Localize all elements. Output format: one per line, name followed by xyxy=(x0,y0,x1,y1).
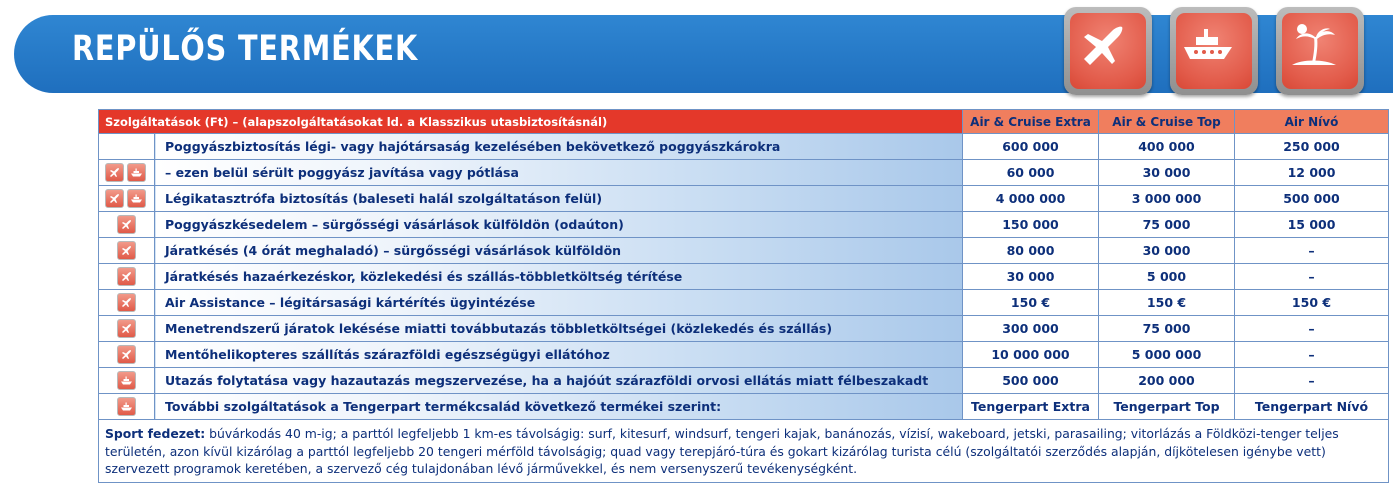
row-value: 200 000 xyxy=(1099,368,1235,394)
row-value: 150 € xyxy=(963,290,1099,316)
row-value: 300 000 xyxy=(963,316,1099,342)
plane-icon xyxy=(1064,7,1152,95)
plane-icon xyxy=(117,267,136,286)
row-value: 12 000 xyxy=(1235,160,1389,186)
row-icons xyxy=(99,290,155,316)
row-value: 15 000 xyxy=(1235,212,1389,238)
row-value: 60 000 xyxy=(963,160,1099,186)
note-row xyxy=(99,420,1389,483)
table-row xyxy=(99,394,1389,420)
row-value: 500 000 xyxy=(1235,186,1389,212)
table-row xyxy=(99,316,1389,342)
ship-icon xyxy=(127,189,146,208)
row-value: – xyxy=(1235,342,1389,368)
table-row xyxy=(99,342,1389,368)
plane-icon xyxy=(117,319,136,338)
air-cruise-top-column-header: Air & Cruise Top xyxy=(1099,110,1235,134)
plane-icon xyxy=(105,163,124,182)
plane-icon xyxy=(105,189,124,208)
row-value: 30 000 xyxy=(1099,160,1235,186)
row-value: Tengerpart Top xyxy=(1099,394,1235,420)
table-row xyxy=(99,290,1389,316)
page-title: REPÜLŐS TERMÉKEK xyxy=(72,29,419,69)
row-value: 30 000 xyxy=(1099,238,1235,264)
row-value: Tengerpart Nívó xyxy=(1235,394,1389,420)
table-row xyxy=(99,238,1389,264)
ship-icon xyxy=(117,371,136,390)
plane-icon xyxy=(117,293,136,312)
table-row xyxy=(99,186,1389,212)
row-label: Menetrendszerű járatok lekésése miatti továbbutazás többletköltségei (közlekedés és szállás) xyxy=(155,316,963,342)
table-row xyxy=(99,368,1389,394)
table-row xyxy=(99,264,1389,290)
air-cruise-extra-column-header: Air & Cruise Extra xyxy=(963,110,1099,134)
row-value: – xyxy=(1235,368,1389,394)
row-label: További szolgáltatások a Tengerpart termékcsalád következő termékei szerint: xyxy=(155,394,963,420)
plane-icon xyxy=(117,345,136,364)
sport-coverage-note xyxy=(99,420,1389,483)
row-value: 75 000 xyxy=(1099,316,1235,342)
table-row xyxy=(99,134,1389,160)
row-icons xyxy=(99,316,155,342)
table-row xyxy=(99,212,1389,238)
ship-icon xyxy=(1170,7,1258,95)
row-value: 80 000 xyxy=(963,238,1099,264)
row-value: – xyxy=(1235,238,1389,264)
row-value: 3 000 000 xyxy=(1099,186,1235,212)
row-label: Poggyászbiztosítás légi- vagy hajótársaság kezelésében bekövetkező poggyászkárokra xyxy=(155,134,963,160)
row-value: 150 000 xyxy=(963,212,1099,238)
row-value: 500 000 xyxy=(963,368,1099,394)
row-icons xyxy=(99,186,155,212)
row-icons xyxy=(99,160,155,186)
row-value: 10 000 000 xyxy=(963,342,1099,368)
services-table xyxy=(98,109,1389,483)
row-value: – xyxy=(1235,316,1389,342)
ship-icon xyxy=(117,397,136,416)
row-icons xyxy=(99,212,155,238)
plane-icon xyxy=(117,215,136,234)
row-label: Air Assistance – légitársasági kártérítés ügyintézése xyxy=(155,290,963,316)
row-label: Járatkésés hazaérkezéskor, közlekedési és szállás-többletköltség térítése xyxy=(155,264,963,290)
sport-coverage-text: búvárkodás 40 m-ig; a parttól legfeljebb 1 km-es távolságig: surf, kitesurf, windsurf, tengeri kajak, banánozás, vízisí, wakeboard, jetski, parasailing; vitorlázás a Földközi-tenger teljes területén, azon kívül kizárólag a parttól legfeljebb 20 tengeri mérföld távolságig; quad vagy terepjáró-túra és gokart kizárólag turista célú (szolgáltatói szerződés alapján, díjkötelesen igénybe vett) szervezett programok keretében, a szervező cég tulajdonában lévő járművekkel, és nem versenyszerű tevékenységként. xyxy=(105,426,1339,476)
row-label: – ezen belül sérült poggyász javítása vagy pótlása xyxy=(155,160,963,186)
row-value: 150 € xyxy=(1235,290,1389,316)
row-value: 4 000 000 xyxy=(963,186,1099,212)
table-header-row xyxy=(99,110,1389,134)
row-value: 250 000 xyxy=(1235,134,1389,160)
row-icons xyxy=(99,238,155,264)
row-label: Járatkésés (4 órát meghaladó) – sürgősségi vásárlások külföldön xyxy=(155,238,963,264)
table-row xyxy=(99,160,1389,186)
row-value: 150 € xyxy=(1099,290,1235,316)
services-column-header: Szolgáltatások (Ft) – (alapszolgáltatásokat ld. a Klasszikus utasbiztosításnál) xyxy=(99,110,963,134)
row-icons xyxy=(99,368,155,394)
row-value: 400 000 xyxy=(1099,134,1235,160)
row-value: 5 000 000 xyxy=(1099,342,1235,368)
row-label: Légikatasztrófa biztosítás (baleseti halál szolgáltatáson felül) xyxy=(155,186,963,212)
row-icons xyxy=(99,342,155,368)
row-icons xyxy=(99,264,155,290)
row-value: 5 000 xyxy=(1099,264,1235,290)
row-value: 30 000 xyxy=(963,264,1099,290)
sport-coverage-label: Sport fedezet: xyxy=(105,426,206,441)
row-value: 75 000 xyxy=(1099,212,1235,238)
row-value: – xyxy=(1235,264,1389,290)
row-label: Utazás folytatása vagy hazautazás megszervezése, ha a hajóút szárazföldi orvosi ellátás miatt félbeszakadt xyxy=(155,368,963,394)
plane-icon xyxy=(117,241,136,260)
row-value: Tengerpart Extra xyxy=(963,394,1099,420)
row-value: 600 000 xyxy=(963,134,1099,160)
row-label: Poggyászkésedelem – sürgősségi vásárlások külföldön (odaúton) xyxy=(155,212,963,238)
row-icons xyxy=(99,394,155,420)
ship-icon xyxy=(127,163,146,182)
row-icons xyxy=(99,134,155,160)
row-label: Mentőhelikopteres szállítás szárazföldi egészségügyi ellátóhoz xyxy=(155,342,963,368)
air-nivo-column-header: Air Nívó xyxy=(1235,110,1389,134)
island-icon xyxy=(1276,7,1364,95)
